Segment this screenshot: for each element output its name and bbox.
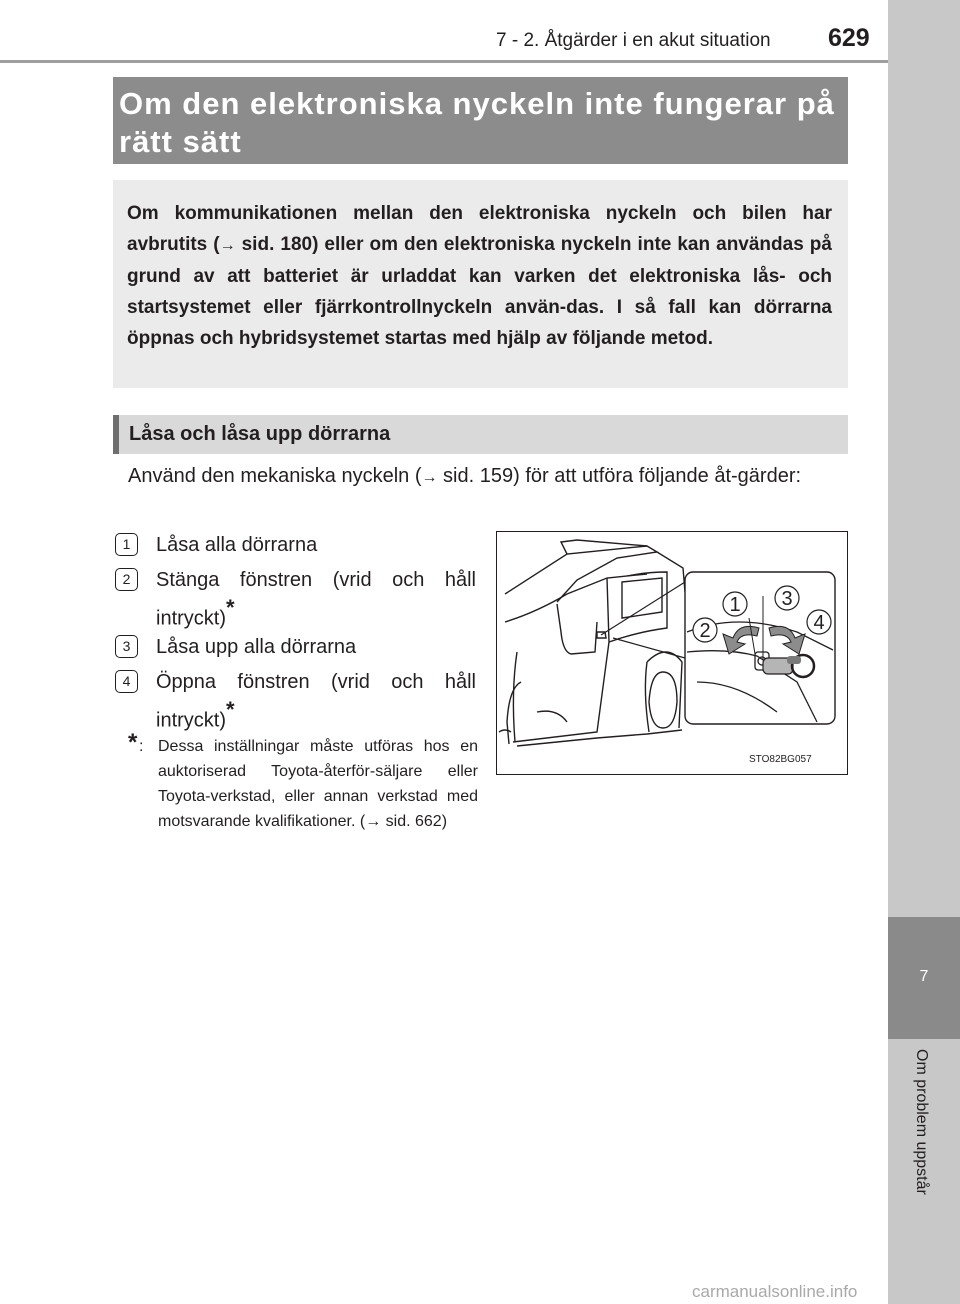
step-label: Öppna fönstren (vrid och håll intryckt) [156, 671, 476, 732]
step-4 [113, 667, 478, 732]
step-text [156, 667, 476, 736]
intro-before: Om kommunikationen mellan den elektroniska nyckeln och bilen har avbrutits ( [127, 203, 832, 255]
para-before: Använd den mekaniska nyckeln ( [128, 465, 422, 487]
intro-text [127, 198, 832, 354]
page-header [0, 0, 888, 62]
step-number: 4 [115, 670, 138, 693]
asterisk-mark: * [226, 595, 235, 620]
step-label: Låsa upp alla dörrarna [156, 636, 357, 658]
arrow-icon: → [365, 813, 382, 830]
asterisk-mark: * [226, 697, 235, 722]
figure-id: STO82BG057 [749, 754, 812, 765]
step-3 [113, 632, 478, 664]
subheading: Låsa och låsa upp dörrarna [129, 423, 391, 445]
footnote-after: sid. 662) [381, 813, 448, 830]
callout-3: 3 [781, 588, 793, 610]
callout-2: 2 [699, 620, 711, 642]
car-outline [499, 540, 685, 746]
step-text [156, 632, 476, 662]
intro-box [113, 180, 848, 388]
page-number: 629 [828, 24, 870, 52]
step-label: Låsa alla dörrarna [156, 534, 318, 556]
footnote-text [158, 734, 478, 834]
para-after: sid. 159) för att utföra följande åt-gärder: [437, 465, 802, 487]
chapter-sidebar [888, 0, 960, 1304]
arrow-icon: → [219, 237, 236, 254]
callout-1: 1 [729, 594, 741, 616]
subheading-bar [113, 415, 119, 454]
watermark: carmanualsonline.info [692, 1282, 858, 1301]
step-number: 1 [115, 533, 138, 556]
step-text [156, 565, 476, 634]
leader-lines [601, 582, 685, 658]
car-door-key-drawing [497, 532, 846, 773]
step-number: 2 [115, 568, 138, 591]
step-number: 3 [115, 635, 138, 658]
arrow-icon: → [421, 469, 438, 486]
footnote-star: * [128, 729, 138, 756]
intro-ref: sid. 180) [235, 234, 319, 255]
instruction-paragraph [128, 461, 840, 493]
header-rule [0, 60, 888, 63]
footnote-colon: : [139, 738, 144, 755]
step-2 [113, 565, 478, 630]
step-1 [113, 530, 478, 562]
step-text [156, 530, 476, 560]
chapter-title-text: Om problem uppstår [913, 1049, 930, 1195]
main-title: Om den elektroniska nyckeln inte fungerar på rätt sätt [119, 86, 835, 159]
footnote-before: Dessa inställningar måste utföras hos en auktoriserad Toyota-återför-säljare eller Toyota-verkstad, eller annan verkstad med motsvarande kvalifikationer. ( [158, 738, 478, 830]
step-label: Stänga fönstren (vrid och håll intryckt) [156, 569, 476, 630]
intro-after: eller om den elektroniska nyckeln inte kan användas på grund av att batteriet är urladdat kan varken det elektroniska lås- och startsystemet eller fjärrkontrollnyckeln använ-das. I så fall kan dörrarna öppnas och hybridsystemet startas med hjälp av följande metod. [127, 234, 832, 349]
section-title: 7 - 2. Åtgärder i en akut situation [496, 30, 771, 51]
door-lock-illustration [496, 531, 848, 775]
main-title-box [113, 77, 848, 164]
subheading-box [113, 415, 848, 454]
callout-4: 4 [813, 612, 825, 634]
chapter-title [888, 1049, 960, 1294]
chapter-number: 7 [919, 968, 929, 985]
